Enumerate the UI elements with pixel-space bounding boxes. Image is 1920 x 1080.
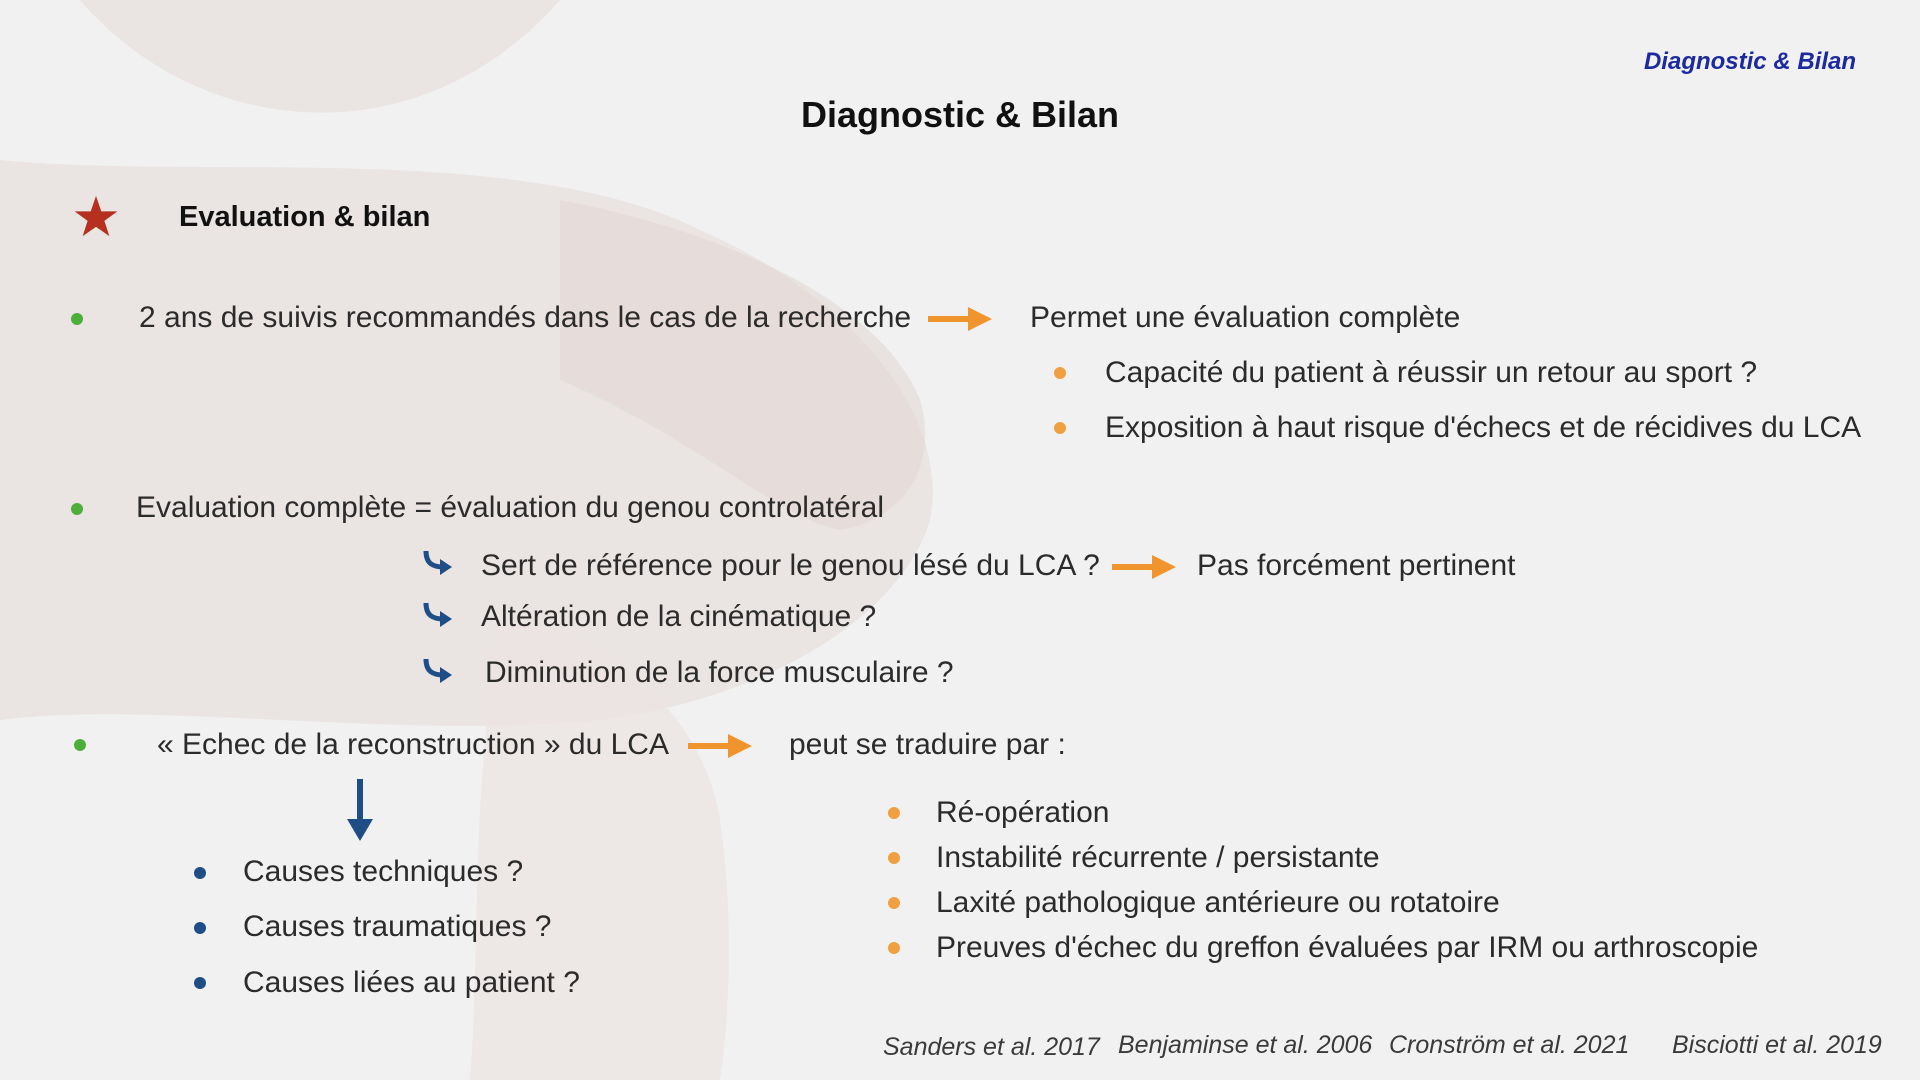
bullet-green bbox=[74, 739, 86, 751]
sign-item: Laxité pathologique antérieure ou rotatoire bbox=[936, 886, 1500, 919]
bullet-orange bbox=[888, 897, 900, 909]
block2-text: Evaluation complète = évaluation du genou controlatéral bbox=[136, 491, 885, 524]
reference: Benjaminse et al. 2006 bbox=[1118, 1031, 1373, 1059]
reference: Bisciotti et al. 2019 bbox=[1672, 1031, 1882, 1059]
cause-item: Causes traumatiques ? bbox=[243, 910, 552, 943]
block1-subitem: Exposition à haut risque d'échecs et de récidives du LCA bbox=[1105, 411, 1862, 444]
sign-item: Preuves d'échec du greffon évaluées par IRM ou arthroscopie bbox=[936, 931, 1759, 964]
cause-item: Causes techniques ? bbox=[243, 855, 524, 888]
block3-result: peut se traduire par : bbox=[789, 728, 1066, 761]
star-icon bbox=[74, 196, 118, 238]
block1-text: 2 ans de suivis recommandés dans le cas de la recherche bbox=[139, 301, 912, 334]
bullet-orange bbox=[888, 807, 900, 819]
arrow-right-icon bbox=[688, 734, 752, 758]
block2-question: Sert de référence pour le genou lésé du LCA ? bbox=[481, 549, 1100, 582]
block2-question: Diminution de la force musculaire ? bbox=[485, 656, 954, 689]
reference: Sanders et al. 2017 bbox=[883, 1033, 1100, 1061]
bullet-blue bbox=[194, 922, 206, 934]
curved-arrow-icon bbox=[422, 657, 454, 685]
corner-title: Diagnostic & Bilan bbox=[1643, 48, 1856, 75]
arrow-down-icon bbox=[347, 779, 373, 841]
bullet-green bbox=[71, 313, 83, 325]
bullet-blue bbox=[194, 977, 206, 989]
bullet-orange bbox=[888, 852, 900, 864]
page-title: Diagnostic & Bilan bbox=[800, 94, 1120, 135]
curved-arrow-icon bbox=[422, 549, 454, 577]
curved-arrow-icon bbox=[422, 601, 454, 629]
block1-subitem: Capacité du patient à réussir un retour au sport ? bbox=[1105, 356, 1758, 389]
bullet-blue bbox=[194, 867, 206, 879]
cause-item: Causes liées au patient ? bbox=[243, 966, 580, 999]
reference: Cronström et al. 2021 bbox=[1389, 1031, 1630, 1059]
sign-item: Instabilité récurrente / persistante bbox=[936, 841, 1380, 874]
block2-question: Altération de la cinématique ? bbox=[481, 600, 877, 633]
block3-text: « Echec de la reconstruction » du LCA bbox=[157, 728, 669, 761]
bullet-green bbox=[71, 503, 83, 515]
block2-result: Pas forcément pertinent bbox=[1197, 549, 1516, 582]
block1-result: Permet une évaluation complète bbox=[1030, 301, 1461, 334]
arrow-right-icon bbox=[1112, 555, 1176, 579]
section-heading: Evaluation & bilan bbox=[179, 201, 431, 233]
arrow-right-icon bbox=[928, 307, 992, 331]
sign-item: Ré-opération bbox=[936, 796, 1110, 829]
bullet-orange bbox=[1054, 367, 1066, 379]
bullet-orange bbox=[1054, 422, 1066, 434]
bullet-orange bbox=[888, 942, 900, 954]
